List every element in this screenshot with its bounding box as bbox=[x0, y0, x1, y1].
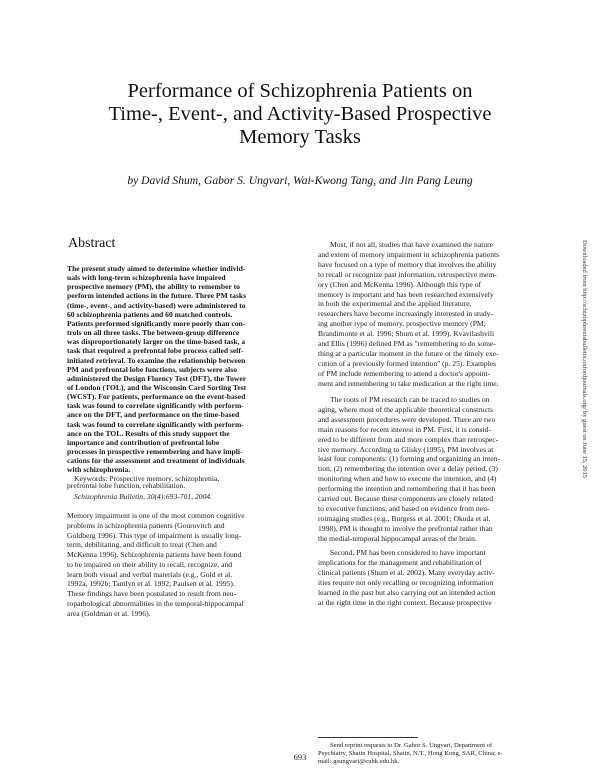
abstract-line: perform intended actions in the future. Three PM tasks bbox=[67, 291, 247, 301]
abstract-line: 60 schizophrenia patients and 60 matched controls. bbox=[67, 309, 233, 319]
body-line: These findings have been postulated to result from neu- bbox=[67, 589, 237, 598]
body-line: main reasons for recent interest in PM. First, it is consid- bbox=[318, 424, 491, 434]
body-line: to executive functions, and based on evidence from neu- bbox=[318, 503, 490, 513]
body-line: cution of a previously formed intention" (p. 25). Examples bbox=[318, 358, 497, 368]
journal-citation: Schizophrenia Bulletin, 30(4):693-701, 2004. bbox=[74, 492, 213, 501]
footnote-rule bbox=[318, 737, 418, 738]
body-line: carried out. Because these components are closely related bbox=[318, 494, 494, 503]
abstract-line: ance on the TOL. Results of this study support the bbox=[67, 428, 230, 438]
body-line: in both the experimental and the applied literature, bbox=[318, 299, 472, 309]
download-watermark bbox=[579, 240, 591, 630]
body-line: ory (Chen and McKenna 1996). Although this type of bbox=[318, 279, 482, 289]
body-line: tive memory. According to Glisky (1995), PM involves at bbox=[318, 444, 494, 454]
body-line: McKenna 1996). Schizophrenia patients have been found bbox=[67, 550, 242, 559]
abstract-line: of London (TOL), and the Wisconsin Card Sorting Test bbox=[67, 382, 247, 392]
body-line: Memory impairment is one of the most common cognitive bbox=[67, 511, 245, 520]
body-line: The roots of PM research can be traced to studies on bbox=[330, 395, 490, 404]
body-line: Goldberg 1996). This type of impairment is usually long- bbox=[67, 530, 242, 540]
footnote-line: Psychiatry, Shatin Hospital, Shatin, N.T., Hong Kong, SAR, China; e- bbox=[318, 750, 503, 758]
abstract-line: (WCST). For patients, performance on the event-based bbox=[67, 392, 246, 402]
abstract-line: ance on the DFT, and performance on the time-based bbox=[67, 410, 240, 420]
abstract-line: cations for the assessment and treatment of individuals bbox=[67, 456, 245, 466]
body-line: the medial-temporal hippocampal areas of the brain. bbox=[318, 533, 477, 543]
abstract-line: task was found to correlate significantly with perform- bbox=[67, 401, 244, 411]
body-line: ropathological abnormalities in the temporal-hippocampal bbox=[67, 598, 244, 608]
body-line: have focused on a type of memory that involves the ability bbox=[318, 259, 497, 269]
abstract-line: initiated retrieval. To examine the relationship between bbox=[67, 355, 246, 365]
title-line: Memory Tasks bbox=[239, 126, 361, 148]
body-line: implications for the management and rehabilitation of bbox=[318, 557, 482, 567]
author-list: by David Shum, Gabor S. Ungvari, Wai-Kwong Tang, and Jin Pang Leung bbox=[127, 174, 473, 187]
body-line: monitoring when and how to execute the intention, and (4) bbox=[318, 474, 497, 484]
body-line: aging, where most of the applicable theoretical constructs bbox=[318, 404, 494, 414]
body-line: ing another type of memory, prospective memory (PM; bbox=[318, 319, 486, 329]
footnote-line: mail: gsungvari@cuhk.edu.hk. bbox=[318, 758, 400, 766]
abstract-line: importance and contribution of prefrontal lobe bbox=[67, 437, 220, 447]
abstract-line: was disproportionately larger on the time-based task, a bbox=[67, 337, 246, 347]
body-line: tion, (2) remembering the intention over a delay period, (3) bbox=[318, 464, 498, 474]
body-line: ities require not only recalling or recognizing information bbox=[318, 577, 494, 587]
abstract-line: with schizophrenia. bbox=[67, 465, 131, 475]
body-line: area (Goldman et al. 1996). bbox=[67, 608, 151, 618]
paper-title bbox=[60, 80, 540, 149]
abstract-line: PM and prefrontal lobe functions, subjects were also bbox=[67, 364, 238, 374]
body-line: roimaging studies (e.g., Burgess et al. 2001; Okuda et al. bbox=[318, 513, 491, 523]
abstract-line: The present study aimed to determine whether individ- bbox=[67, 264, 246, 273]
title-line: Time-, Event-, and Activity-Based Prospective bbox=[108, 103, 492, 125]
body-line: of PM include remembering to attend a doctor's appoint- bbox=[318, 368, 491, 378]
abstract-line: task was found to correlate significantly with perform- bbox=[67, 419, 244, 429]
body-line: and Ellis (1996) defined PM as "remembering to do some- bbox=[318, 339, 496, 348]
body-line: ment and remembering to take medication at the right time. bbox=[318, 378, 499, 388]
abstract-line: prospective memory (PM), the ability to remember to bbox=[67, 282, 240, 292]
body-line: ered to be different from and more complex than retrospec- bbox=[318, 434, 499, 444]
body-line: thing at a particular moment in the future or the timely exe- bbox=[318, 348, 499, 358]
footnote-line: Send reprint requests to Dr. Gabor S. Ungvari, Department of bbox=[330, 742, 493, 749]
abstract-line: Patients performed significantly more poorly than con- bbox=[67, 318, 246, 328]
keywords-continued: prefrontal lobe function, rehabilitation. bbox=[67, 481, 186, 490]
body-line: Most, if not all, studies that have examined the nature bbox=[330, 240, 494, 249]
body-line: problems in schizophrenia patients (Gourovitch and bbox=[67, 520, 225, 530]
body-line: at the right time in the right context. Because prospective bbox=[318, 597, 492, 607]
body-line: to be impaired on their ability to recall, recognize, and bbox=[67, 559, 233, 569]
body-line: learned in the past but also carrying out an intended action bbox=[318, 587, 496, 597]
abstract-line: (time-, event-, and activity-based) were administered to bbox=[67, 300, 246, 310]
body-line: performing the intention and remembering that it has been bbox=[318, 484, 496, 494]
body-line: term, debilitating, and difficult to treat (Chen and bbox=[67, 540, 217, 550]
abstract-line: uals with long-term schizophrenia have impaired bbox=[67, 273, 226, 283]
title-line: Performance of Schizophrenia Patients on bbox=[127, 80, 473, 102]
abstract-heading: Abstract bbox=[68, 236, 116, 251]
body-line: 1998), PM is thought to involve the prefrontal rather than bbox=[318, 523, 493, 533]
body-line: clinical patients (Shum et al. 2002). Many everyday activ- bbox=[318, 567, 495, 577]
body-line: Second, PM has been considered to have important bbox=[330, 548, 486, 557]
keywords: Keywords: Prospective memory, schizophrenia, bbox=[74, 474, 220, 483]
body-line: Brandimonte et al. 1996; Shum et al. 1999). Kvavilashvili bbox=[318, 329, 495, 339]
body-line: and assessment procedures were developed. There are two bbox=[318, 414, 496, 424]
download-watermark-text: Downloaded from http://schizophreniabulletin.oxfordjournals.org/ by guest on June 15, 2015 bbox=[581, 240, 588, 478]
abstract-line: administered the Design Fluency Test (DFT), the Tower bbox=[67, 373, 247, 383]
body-line: memory is important and has been researched extensively bbox=[318, 289, 494, 299]
abstract-line: trols on all three tasks. The between-group difference bbox=[67, 328, 240, 338]
body-line: and extent of memory impairment in schizophrenia patients bbox=[318, 249, 500, 259]
body-line: to recall or recognize past information, retrospective mem- bbox=[318, 269, 497, 279]
body-line: learn both visual and verbal materials (e.g., Gold et al. bbox=[67, 569, 233, 579]
body-line: 1992a, 1992b; Tamlyn et al. 1992; Paulsen et al. 1995). bbox=[67, 579, 235, 589]
body-line: researchers have become increasingly interested in study- bbox=[318, 309, 494, 319]
abstract-line: task that required a prefrontal lobe process called self- bbox=[67, 346, 244, 356]
body-line: least four components: (1) forming and organizing an inten- bbox=[318, 454, 501, 464]
abstract-line: processes in prospective remembering and have impli- bbox=[67, 447, 243, 456]
page-number: 693 bbox=[293, 752, 307, 762]
